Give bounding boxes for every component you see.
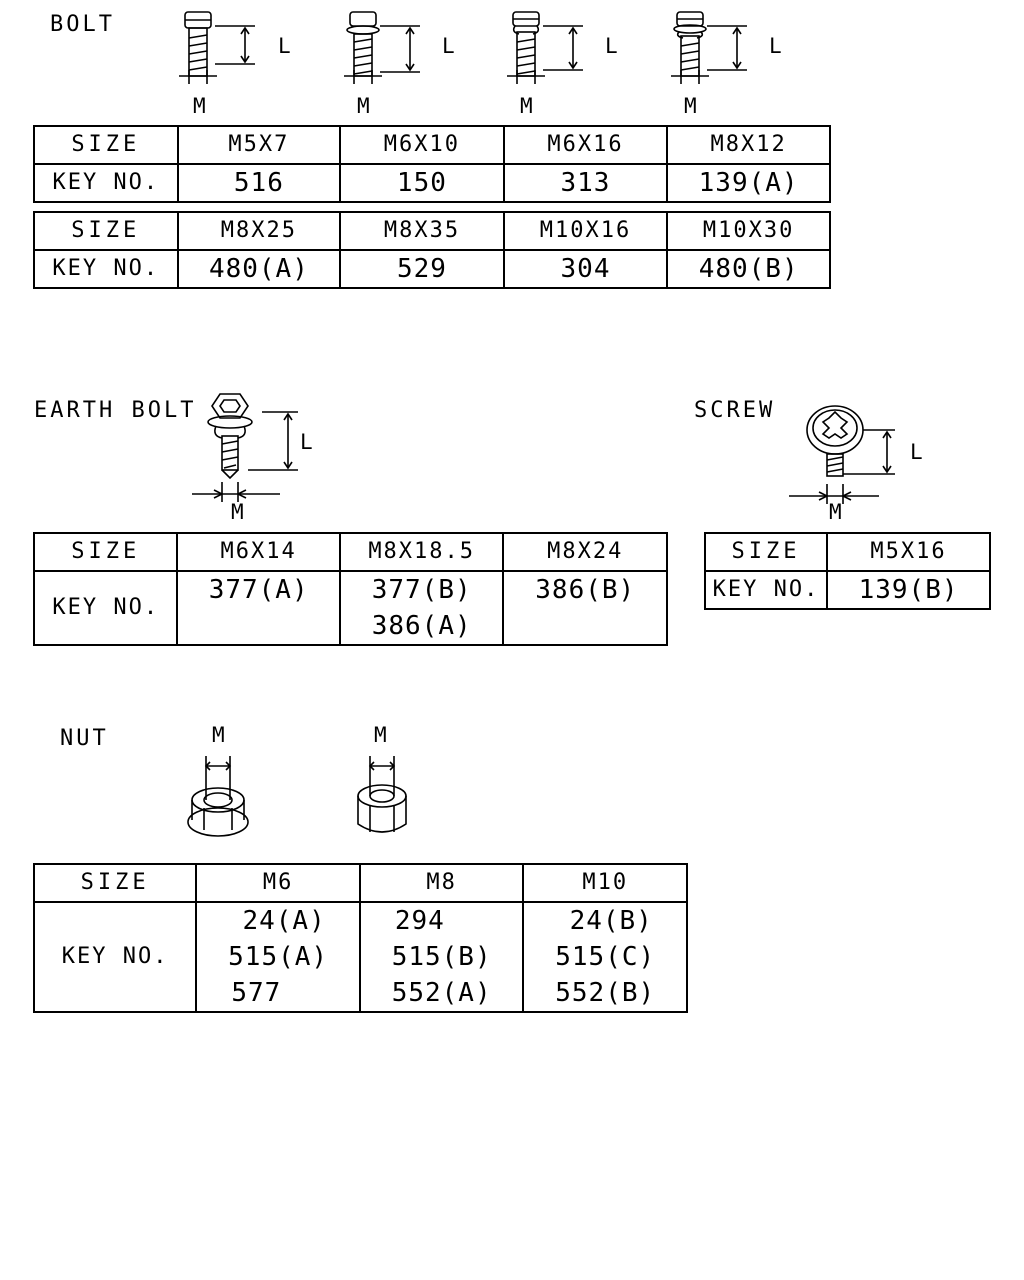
key-cell xyxy=(360,902,524,1012)
key-cell: 304 xyxy=(504,250,668,288)
bolt-4-dim-m: M xyxy=(684,94,697,118)
key-value: 515(A) xyxy=(228,942,329,972)
key-value: 294 xyxy=(394,906,445,936)
screw-dim-m: M xyxy=(829,500,842,524)
table-row xyxy=(34,571,667,645)
key-cell xyxy=(177,571,340,645)
table-row xyxy=(705,571,990,609)
key-cell: 139(B) xyxy=(827,571,990,609)
key-cell: 313 xyxy=(504,164,668,202)
nut-table xyxy=(33,863,688,1013)
size-cell: M6X16 xyxy=(504,126,668,164)
size-cell: M8X25 xyxy=(178,212,341,250)
key-value: 552(B) xyxy=(555,978,656,1008)
table-row xyxy=(34,212,830,250)
key-header: KEY NO. xyxy=(34,250,178,288)
size-header: SIZE xyxy=(34,864,196,902)
earth-bolt-dim-l: L xyxy=(300,430,313,454)
key-value: 377(B) xyxy=(371,575,472,605)
size-cell: M5X7 xyxy=(178,126,341,164)
nut-1-dim-m: M xyxy=(212,723,225,747)
table-row xyxy=(34,902,687,1012)
key-header: KEY NO. xyxy=(34,902,196,1012)
size-cell: M10X30 xyxy=(667,212,830,250)
table-row xyxy=(34,250,830,288)
size-cell: M8X24 xyxy=(503,533,667,571)
bolt-1-dim-l: L xyxy=(278,34,291,58)
screw-title: SCREW xyxy=(694,398,776,423)
key-header: KEY NO. xyxy=(705,571,827,609)
key-cell: 150 xyxy=(340,164,504,202)
key-value: 24(B) xyxy=(569,906,653,936)
bolt-2-dim-l: L xyxy=(442,34,455,58)
bolt-table-2 xyxy=(33,211,831,289)
size-cell: M8 xyxy=(360,864,524,902)
key-cell: 139(A) xyxy=(667,164,830,202)
nut-plain-illustration xyxy=(352,752,416,840)
key-value: 577 xyxy=(231,978,282,1008)
nut-2-dim-m: M xyxy=(374,723,387,747)
table-row xyxy=(34,864,687,902)
size-header: SIZE xyxy=(34,212,178,250)
key-value: 515(C) xyxy=(555,942,656,972)
size-cell: M8X35 xyxy=(340,212,504,250)
bolt-1-dim-m: M xyxy=(193,94,206,118)
earth-bolt-table xyxy=(33,532,668,646)
table-row xyxy=(34,533,667,571)
table-row xyxy=(705,533,990,571)
bolt-illustration-2 xyxy=(340,8,450,88)
earth-bolt-title: EARTH BOLT xyxy=(34,398,197,423)
bolt-table-1 xyxy=(33,125,831,203)
bolt-illustration-3 xyxy=(503,8,613,88)
earth-bolt-dim-m: M xyxy=(231,500,244,524)
screw-dim-l: L xyxy=(910,440,923,464)
key-cell: 480(B) xyxy=(667,250,830,288)
size-cell: M6 xyxy=(196,864,360,902)
key-value: 552(A) xyxy=(391,978,492,1008)
key-value: 515(B) xyxy=(391,942,492,972)
size-cell: M10X16 xyxy=(504,212,668,250)
size-cell: M10 xyxy=(523,864,687,902)
size-cell: M5X16 xyxy=(827,533,990,571)
nut-title: NUT xyxy=(60,726,109,751)
key-value: 24(A) xyxy=(242,906,326,936)
key-value: 377(A) xyxy=(208,575,309,605)
key-header: KEY NO. xyxy=(34,164,178,202)
size-cell: M8X12 xyxy=(667,126,830,164)
size-cell: M6X14 xyxy=(177,533,340,571)
bolt-title: BOLT xyxy=(50,12,115,37)
size-cell: M6X10 xyxy=(340,126,504,164)
key-cell: 529 xyxy=(340,250,504,288)
bolt-3-dim-l: L xyxy=(605,34,618,58)
bolt-illustration-1 xyxy=(175,8,285,88)
key-header: KEY NO. xyxy=(34,571,177,645)
key-cell: 516 xyxy=(178,164,341,202)
size-cell: M8X18.5 xyxy=(340,533,504,571)
screw-illustration xyxy=(785,400,915,510)
key-cell xyxy=(503,571,667,645)
size-header: SIZE xyxy=(705,533,827,571)
table-row xyxy=(34,164,830,202)
key-cell xyxy=(196,902,360,1012)
key-cell xyxy=(340,571,504,645)
bolt-4-dim-l: L xyxy=(769,34,782,58)
key-cell xyxy=(523,902,687,1012)
table-row xyxy=(34,126,830,164)
bolt-illustration-4 xyxy=(667,8,777,88)
bolt-3-dim-m: M xyxy=(520,94,533,118)
screw-table xyxy=(704,532,991,610)
size-header: SIZE xyxy=(34,126,178,164)
key-cell: 480(A) xyxy=(178,250,341,288)
key-value: 386(B) xyxy=(535,575,636,605)
nut-flange-illustration xyxy=(184,752,256,844)
size-header: SIZE xyxy=(34,533,177,571)
key-value: 386(A) xyxy=(371,611,472,641)
bolt-2-dim-m: M xyxy=(357,94,370,118)
